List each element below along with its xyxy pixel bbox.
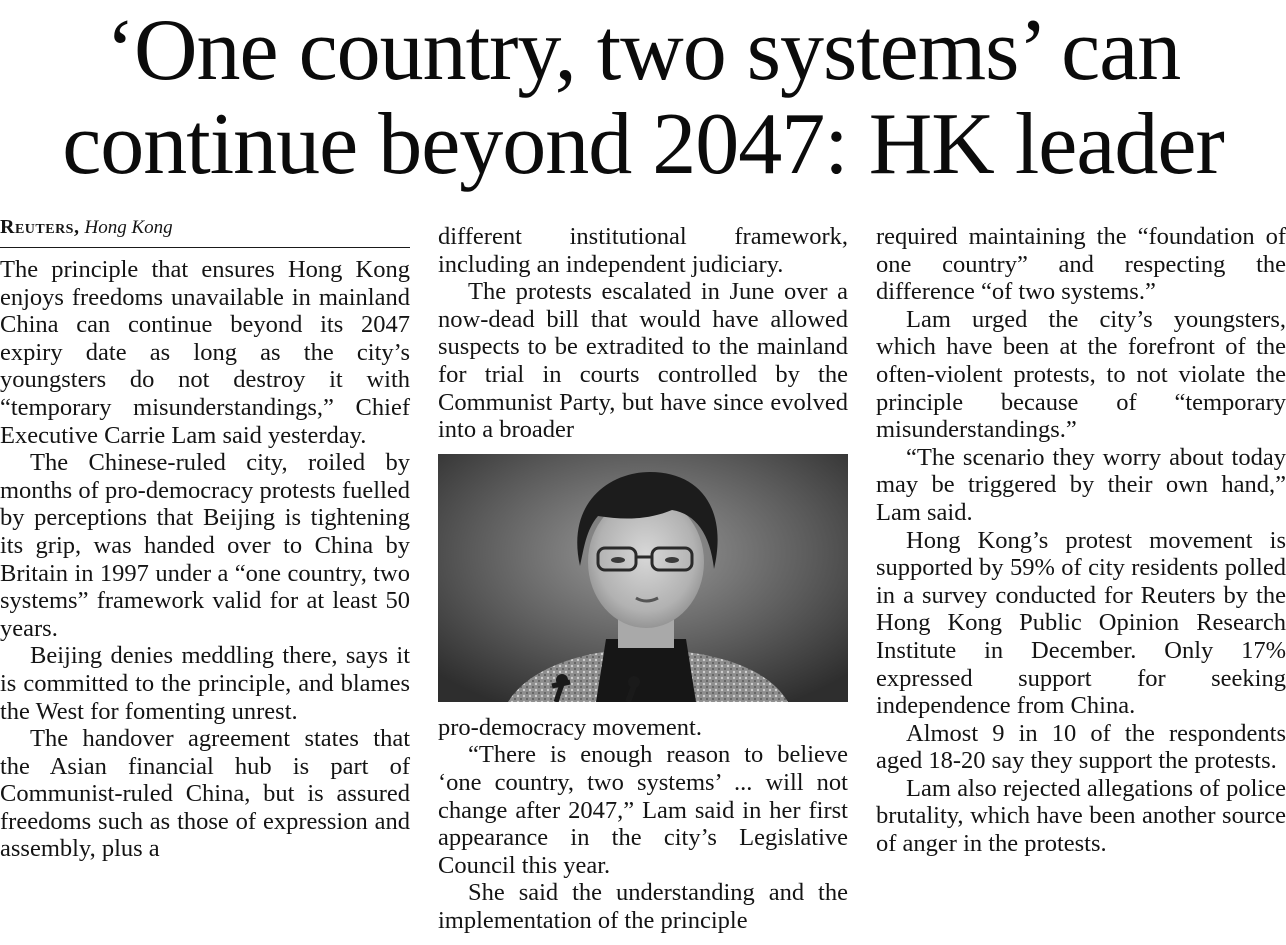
paragraph: The protests escalated in June over a now-dead bill that would have allowed suspects to be extradited to the mainland for trial in courts controlled by the Communist Party, but have since evolved into a broader <box>438 278 848 444</box>
paragraph: required maintaining the “foundation of one country” and respecting the difference “of two systems.” <box>876 223 1286 306</box>
paragraph: Lam also rejected allegations of police brutality, which have been another source of anger in the protests. <box>876 774 1286 858</box>
article-column-3 <box>876 223 1286 858</box>
paragraph: different institutional framework, including an independent judiciary. <box>438 223 848 278</box>
paragraph: Hong Kong’s protest movement is supported by 59% of city residents polled in a survey conducted for Reuters by the Hong Kong Public Opinion Research Institute in December. Only 17% expressed support for seeking independence from China. <box>876 526 1286 720</box>
portrait-illustration <box>438 454 848 702</box>
paragraph: The Chinese-ruled city, roiled by months of pro-democracy protests fuelled by perceptions that Beijing is tightening its grip, was handed over to China by Britain in 1997 under a “one country, two systems” framework valid for at least 50 years. <box>0 449 410 642</box>
paragraph: The handover agreement states that the Asian financial hub is part of Communist-ruled China, but is assured freedoms such as those of expression and assembly, plus a <box>0 725 410 863</box>
article-column-2 <box>438 223 848 935</box>
paragraph: She said the understanding and the implementation of the principle <box>438 879 848 934</box>
byline-agency: Reuters, <box>0 216 80 238</box>
paragraph: “There is enough reason to believe ‘one country, two systems’ ... will not change after 2047,” Lam said in her first appearance in the city’s Legislative Council this year. <box>438 741 848 879</box>
paragraph: Beijing denies meddling there, says it is committed to the principle, and blames the West for fomenting unrest. <box>0 642 410 725</box>
paragraph: The principle that ensures Hong Kong enjoys freedoms unavailable in mainland China can continue beyond its 2047 expiry date as long as the city’s youngsters do not destroy it with “temporary misunderstandings,” Chief Executive Carrie Lam said yesterday. <box>0 256 410 449</box>
byline <box>0 214 410 248</box>
paragraph: Lam urged the city’s youngsters, which have been at the forefront of the often-violent protests, to not violate the principle because of “temporary misunderstandings.” <box>876 305 1286 444</box>
headline <box>0 4 1286 192</box>
headline-line-2: continue beyond 2047: HK leader <box>62 96 1224 193</box>
byline-place: Hong Kong <box>84 217 173 238</box>
paragraph: pro-democracy movement. <box>438 713 702 741</box>
paragraph: Almost 9 in 10 of the respondents aged 18-20 say they support the protests. <box>876 719 1286 775</box>
paragraph: “The scenario they worry about today may be triggered by their own hand,” Lam said. <box>876 443 1286 526</box>
article-column-1 <box>0 214 410 863</box>
headline-line-1: ‘One country, two systems’ can <box>105 2 1181 99</box>
news-photo <box>438 454 848 702</box>
